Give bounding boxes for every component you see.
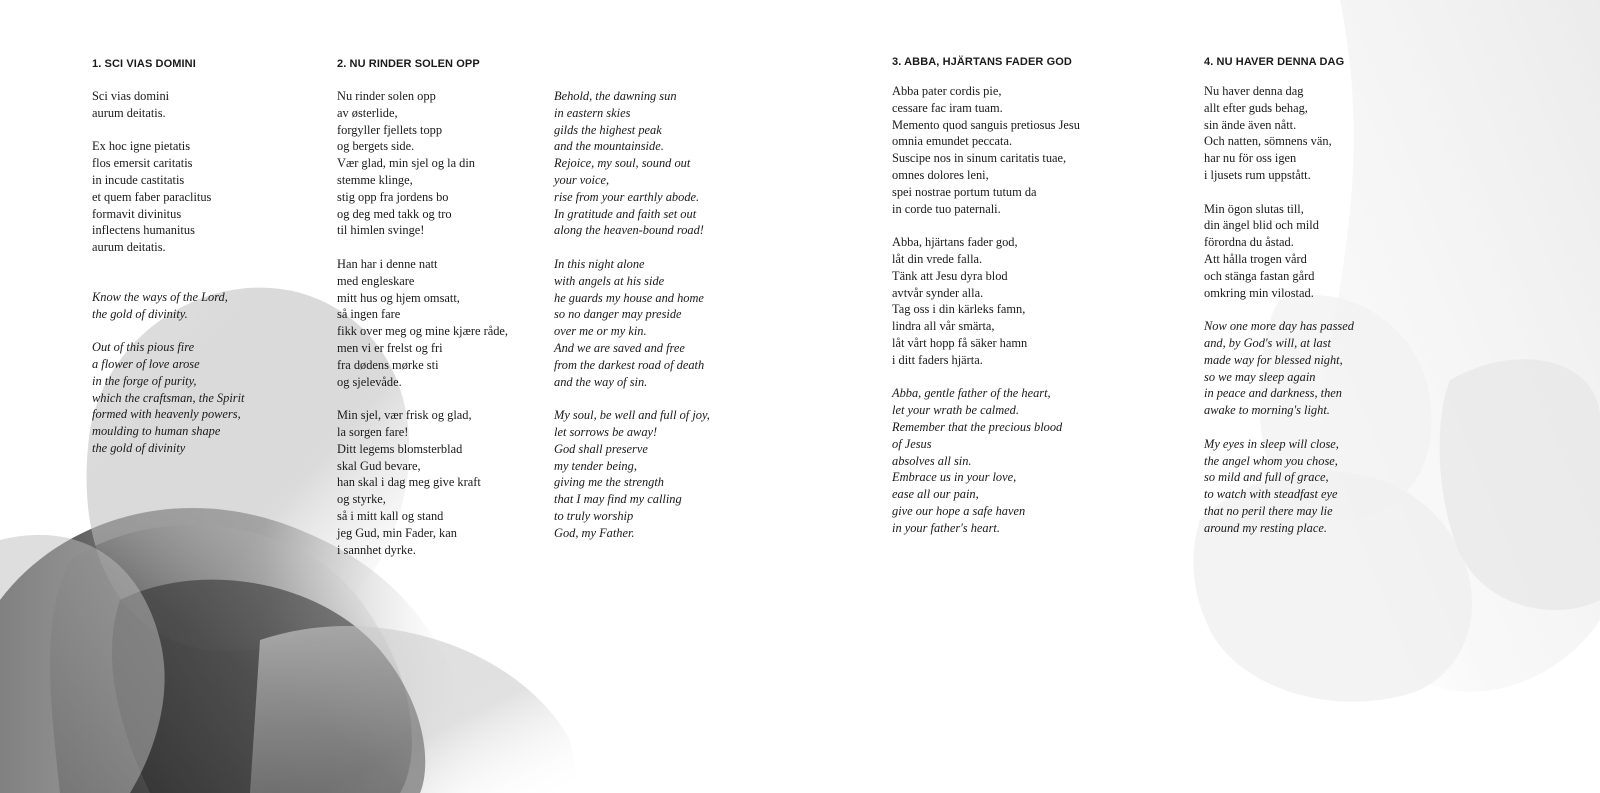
verse-line: skal Gud bevare,: [337, 458, 421, 473]
verse-line: fikk over meg og mine kjære råde,: [337, 324, 509, 339]
verse-line: in incude castitatis: [92, 172, 185, 187]
verse-line: that no peril there may lie: [1204, 503, 1333, 518]
verse-line: og styrke,: [337, 492, 386, 507]
verse-line: låt vårt hopp få säker hamn: [892, 335, 1028, 350]
section-3-translation: [892, 385, 1080, 536]
verse-line: the gold of divinity.: [92, 306, 188, 321]
verse-line: In this night alone: [554, 256, 645, 271]
verse-line: cessare fac iram tuam.: [892, 100, 1003, 115]
section-2-heading: 2. NU RINDER SOLEN OPP: [337, 58, 480, 70]
verse-line: the gold of divinity: [92, 440, 186, 455]
verse-line: Behold, the dawning sun: [554, 89, 677, 103]
verse-line: förordna du åstad.: [1204, 235, 1294, 250]
stanza: [337, 88, 508, 239]
section-1: [92, 57, 244, 474]
verse-line: flos emersit caritatis: [92, 156, 193, 171]
verse-line: absolves all sin.: [892, 453, 972, 468]
verse-line: allt efter guds behag,: [1204, 100, 1308, 115]
verse-line: Remember that the precious blood: [892, 419, 1063, 434]
verse-line: Memento quod sanguis pretiosus Jesu: [892, 117, 1080, 132]
verse-line: Rejoice, my soul, sound out: [554, 156, 691, 171]
verse-line: so no danger may preside: [554, 307, 682, 322]
verse-line: so mild and full of grace,: [1204, 470, 1329, 485]
verse-line: rise from your earthly abode.: [554, 189, 700, 204]
verse-line: my tender being,: [554, 458, 637, 473]
verse-line: to watch with steadfast eye: [1204, 487, 1338, 502]
verse-line: made way for blessed night,: [1204, 352, 1343, 367]
verse-line: omkring min vilostad.: [1204, 285, 1314, 300]
verse-line: et quem faber paraclitus: [92, 189, 212, 204]
verse-line: in the forge of purity,: [92, 373, 197, 388]
verse-line: stemme klinge,: [337, 172, 413, 187]
verse-line: forgyller fjellets topp: [337, 122, 443, 137]
section-4: [1204, 55, 1354, 553]
verse-line: Tänk att Jesu dyra blod: [892, 268, 1008, 283]
stanza: [554, 407, 710, 541]
section-4-heading: 4. NU HAVER DENNA DAG: [1204, 56, 1345, 68]
verse-line: in peace and darkness, then: [1204, 386, 1342, 401]
verse-line: så ingen fare: [337, 307, 401, 322]
verse-line: sin ände även nått.: [1204, 117, 1297, 132]
verse-line: let sorrows be away!: [554, 424, 658, 439]
section-2-translation: [554, 88, 710, 558]
verse-line: han skal i dag meg give kraft: [337, 475, 481, 490]
verse-line: og sjelevåde.: [337, 374, 402, 389]
verse-line: Abba pater cordis pie,: [892, 84, 1002, 98]
section-1-heading: 1. SCI VIAS DOMINI: [92, 58, 196, 70]
section-3-heading: 3. ABBA, HJÄRTANS FADER GOD: [892, 56, 1072, 68]
verse-line: to truly worship: [554, 508, 634, 523]
verse-line: Min ögon slutas till,: [1204, 201, 1304, 216]
verse-line: til himlen svinge!: [337, 223, 425, 238]
verse-line: men vi er frelst og fri: [337, 340, 443, 355]
verse-line: Suscipe nos in sinum caritatis tuae,: [892, 151, 1067, 166]
verse-line: along the heaven-bound road!: [554, 223, 704, 238]
verse-line: And we are saved and free: [554, 340, 685, 355]
verse-line: Know the ways of the Lord,: [92, 289, 228, 304]
section-1-translation: [92, 289, 244, 457]
verse-line: give our hope a safe haven: [892, 503, 1026, 518]
verse-line: spei nostrae portum tutum da: [892, 184, 1037, 199]
verse-line: Now one more day has passed: [1204, 319, 1354, 334]
stanza: [554, 88, 710, 239]
stanza: [892, 385, 1080, 536]
verse-line: och stänga fastan gård: [1204, 268, 1315, 283]
verse-line: Embrace us in your love,: [892, 470, 1017, 485]
verse-line: and, by God's will, at last: [1204, 335, 1331, 350]
verse-line: ease all our pain,: [892, 487, 979, 502]
verse-line: Ditt legems blomsterblad: [337, 441, 463, 456]
verse-line: i sannhet dyrke.: [337, 542, 416, 557]
verse-line: so we may sleep again: [1204, 369, 1316, 384]
verse-line: and the way of sin.: [554, 374, 648, 389]
verse-line: the angel whom you chose,: [1204, 453, 1338, 468]
verse-line: In gratitude and faith set out: [554, 206, 697, 221]
verse-line: giving me the strength: [554, 475, 665, 490]
verse-line: God shall preserve: [554, 441, 648, 456]
verse-line: which the craftsman, the Spirit: [92, 390, 245, 405]
stanza: [554, 256, 710, 390]
verse-line: aurum deitatis.: [92, 105, 166, 120]
stanza: [92, 289, 244, 323]
verse-line: mitt hus og hjem omsatt,: [337, 290, 460, 305]
verse-line: over me or my kin.: [554, 324, 647, 339]
verse-line: let your wrath be calmed.: [892, 403, 1019, 418]
stanza: [892, 234, 1080, 368]
verse-line: in eastern skies: [554, 105, 631, 120]
verse-line: Abba, gentle father of the heart,: [892, 386, 1051, 401]
verse-line: formed with heavenly powers,: [92, 407, 241, 422]
verse-line: Ex hoc igne pietatis: [92, 139, 191, 154]
verse-line: of Jesus: [892, 436, 932, 451]
verse-line: Out of this pious fire: [92, 340, 195, 355]
stanza: [92, 339, 244, 457]
section-2: [337, 57, 508, 575]
verse-line: Att hålla trogen vård: [1204, 251, 1307, 266]
verse-line: Vær glad, min sjel og la din: [337, 156, 476, 171]
verse-line: og bergets side.: [337, 139, 415, 154]
verse-line: og deg med takk og tro: [337, 206, 452, 221]
verse-line: God, my Father.: [554, 525, 635, 540]
verse-line: that I may find my calling: [554, 492, 682, 507]
verse-line: from the darkest road of death: [554, 357, 705, 372]
verse-line: My eyes in sleep will close,: [1204, 436, 1339, 451]
stanza: [1204, 436, 1354, 537]
stanza: [892, 83, 1080, 217]
verse-line: stig opp fra jordens bo: [337, 189, 449, 204]
verse-line: i ljusets rum uppstått.: [1204, 167, 1311, 182]
stanza: [1204, 83, 1354, 184]
verse-line: Min sjel, vær frisk og glad,: [337, 408, 472, 423]
verse-line: he guards my house and home: [554, 290, 704, 305]
verse-line: moulding to human shape: [92, 424, 221, 439]
verse-line: Och natten, sömnens vän,: [1204, 134, 1332, 149]
verse-line: a flower of love arose: [92, 356, 200, 371]
verse-line: Tag oss i din kärleks famn,: [892, 302, 1026, 317]
verse-line: så i mitt kall og stand: [337, 508, 444, 523]
verse-line: Sci vias domini: [92, 89, 170, 103]
verse-line: awake to morning's light.: [1204, 403, 1330, 418]
verse-line: with angels at his side: [554, 273, 665, 288]
verse-line: aurum deitatis.: [92, 240, 166, 255]
verse-line: Nu rinder solen opp: [337, 89, 436, 103]
verse-line: lindra all vår smärta,: [892, 319, 995, 334]
verse-line: låt din vrede falla.: [892, 251, 983, 266]
verse-line: in your father's heart.: [892, 520, 1000, 535]
verse-line: Han har i denne natt: [337, 256, 438, 271]
verse-line: fra dødens mørke sti: [337, 357, 439, 372]
verse-line: jeg Gud, min Fader, kan: [337, 525, 457, 540]
verse-line: in corde tuo paternali.: [892, 201, 1001, 216]
section-3: [892, 55, 1080, 553]
verse-line: formavit divinitus: [92, 206, 182, 221]
verse-line: My soul, be well and full of joy,: [554, 408, 710, 423]
verse-line: av østerlide,: [337, 105, 398, 120]
verse-line: and the mountainside.: [554, 139, 664, 154]
stanza: [337, 256, 508, 390]
verse-line: Abba, hjärtans fader god,: [892, 235, 1018, 250]
verse-line: omnes dolores leni,: [892, 167, 989, 182]
verse-line: har nu för oss igen: [1204, 151, 1297, 166]
verse-line: omnia emundet peccata.: [892, 134, 1013, 149]
section-4-translation: [1204, 318, 1354, 536]
verse-line: gilds the highest peak: [554, 122, 662, 137]
stanza: [1204, 318, 1354, 419]
verse-line: around my resting place.: [1204, 520, 1327, 535]
stanza: [92, 138, 244, 256]
verse-line: i ditt faders hjärta.: [892, 352, 983, 367]
stanza: [1204, 201, 1354, 302]
section-4-original-text: [1204, 83, 1354, 301]
verse-line: Nu haver denna dag: [1204, 84, 1304, 98]
section-1-original-text: [92, 88, 244, 256]
section-3-original-text: [892, 83, 1080, 369]
verse-line: la sorgen fare!: [337, 424, 409, 439]
verse-line: inflectens humanitus: [92, 223, 195, 238]
stanza: [337, 407, 508, 558]
verse-line: din ängel blid och mild: [1204, 218, 1319, 233]
stanza: [92, 88, 244, 122]
section-2-original-text: [337, 88, 508, 558]
verse-line: avtvår synder alla.: [892, 285, 984, 300]
verse-line: your voice,: [554, 172, 610, 187]
verse-line: med engleskare: [337, 273, 415, 288]
